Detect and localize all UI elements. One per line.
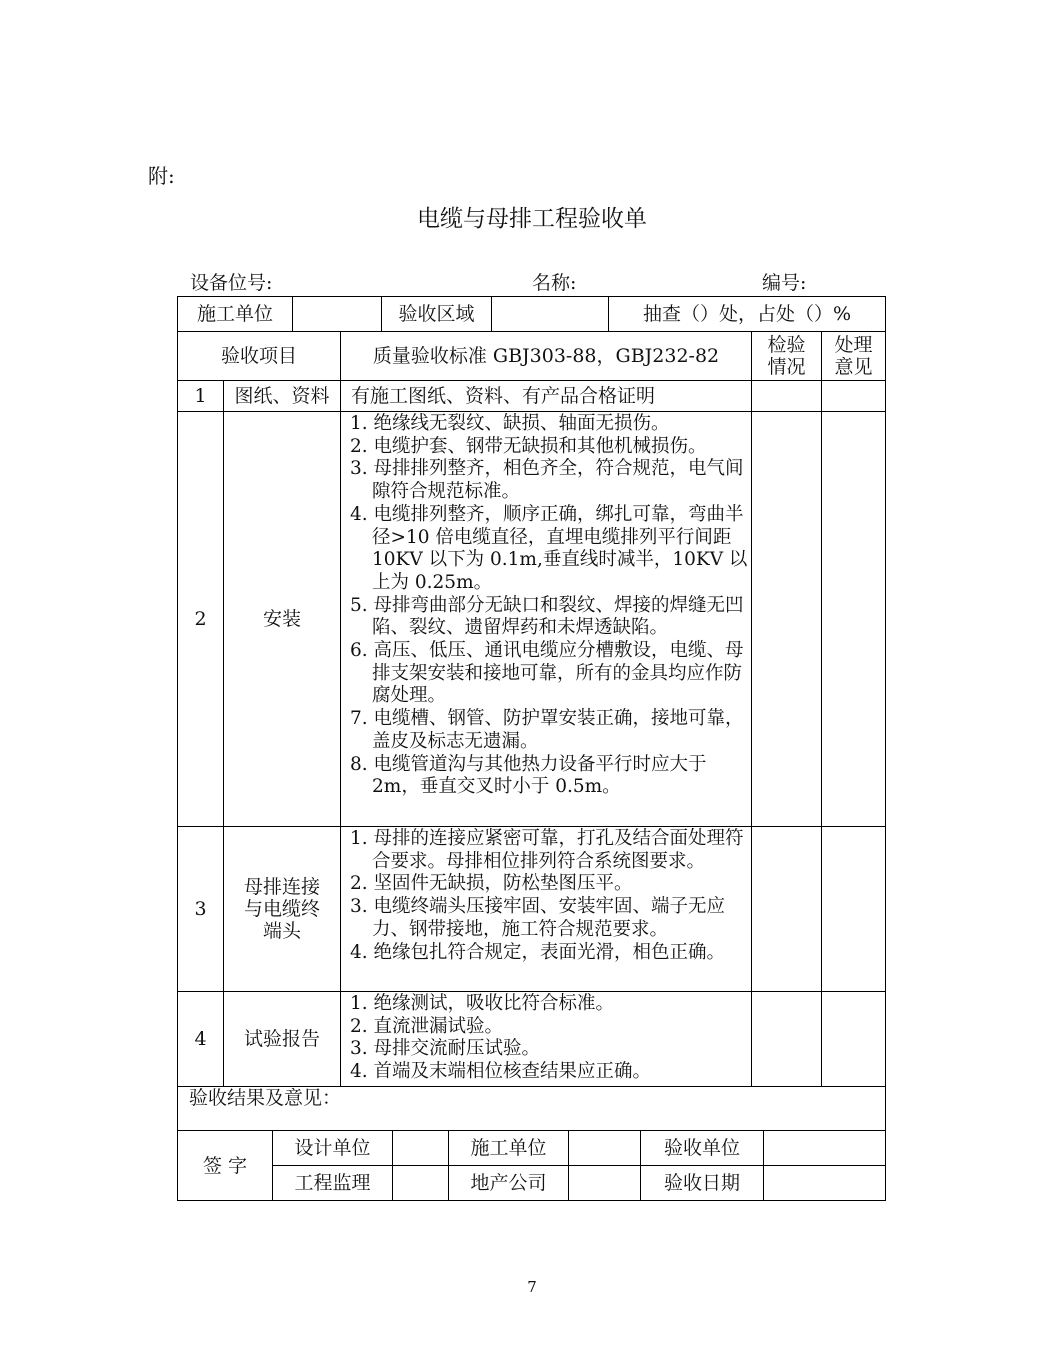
row-3-name-line1: 母排连接 xyxy=(243,876,320,898)
supervision-field[interactable] xyxy=(393,1166,448,1200)
page-number: 7 xyxy=(527,1278,537,1296)
acceptance-area-label: 验收区域 xyxy=(398,303,475,325)
row-3-name xyxy=(224,827,340,991)
row-3-name-line2: 与电缆终 xyxy=(243,898,320,920)
list-item: 3. 母排排列整齐，相色齐全，符合规范，电气间隙符合规范标准。 xyxy=(350,458,744,503)
row-3-items xyxy=(348,828,750,964)
list-item: 7. 电缆槽、钢管、防护罩安装正确，接地可靠，盖皮及标志无遗漏。 xyxy=(350,708,744,752)
check-header xyxy=(752,332,821,380)
row-2-name: 安装 xyxy=(262,608,301,630)
design-unit-field[interactable] xyxy=(393,1131,448,1165)
acceptance-unit-label: 验收单位 xyxy=(663,1137,740,1159)
construction-unit-field[interactable] xyxy=(293,297,381,331)
acceptance-unit-field[interactable] xyxy=(764,1131,885,1165)
supervision-label: 工程监理 xyxy=(294,1172,371,1194)
row-3-name-line3: 端头 xyxy=(262,920,301,942)
list-item: 5. 母排弯曲部分无缺口和裂纹、焊接的焊缝无凹陷、裂纹、遗留焊药和未焊透缺陷。 xyxy=(350,594,744,639)
row-4-items xyxy=(348,993,750,1084)
construction-unit-label: 施工单位 xyxy=(196,303,273,325)
handle-header-line2: 意见 xyxy=(834,356,873,378)
sampling-text: 抽查（）处，占处（）% xyxy=(642,303,852,325)
check-header-line2: 情况 xyxy=(767,356,806,378)
row-4-name: 试验报告 xyxy=(243,1028,320,1050)
acceptance-area-field[interactable] xyxy=(492,297,608,331)
row-1-content: 有施工图纸、资料、有产品合格证明 xyxy=(351,385,656,407)
list-item: 1. 母排的连接应紧密可靠，打孔及结合面处理符合要求。母排相位排列符合系统图要求。 xyxy=(350,828,744,872)
sig-construction-unit-label: 施工单位 xyxy=(470,1137,547,1159)
list-item: 2. 直流泄漏试验。 xyxy=(350,1015,504,1037)
device-no-label: 设备位号: xyxy=(190,272,273,294)
list-item: 8. 电缆管道沟与其他热力设备平行时应大于 2m，垂直交叉时小于 0.5m。 xyxy=(350,753,707,798)
list-item: 3. 母排交流耐压试验。 xyxy=(350,1038,541,1060)
row-3-no: 3 xyxy=(194,898,207,920)
list-item: 6. 高压、低压、通讯电缆应分槽敷设，电缆、母排支架安装和接地可靠，所有的金具均应作防腐处理。 xyxy=(350,640,744,707)
list-item: 1. 绝缘测试，吸收比符合标准。 xyxy=(350,993,615,1014)
row-2-no: 2 xyxy=(194,608,207,630)
check-header-line1: 检验 xyxy=(767,334,806,356)
design-unit-label: 设计单位 xyxy=(294,1137,371,1159)
acceptance-date-field[interactable] xyxy=(764,1166,885,1200)
acceptance-date-label: 验收日期 xyxy=(663,1172,740,1194)
form-title: 电缆与母排工程验收单 xyxy=(417,206,647,232)
real-estate-label: 地产公司 xyxy=(470,1172,547,1194)
row-1-name: 图纸、资料 xyxy=(234,385,330,407)
name-label: 名称: xyxy=(532,272,577,294)
list-item: 1. 绝缘线无裂纹、缺损、轴面无损伤。 xyxy=(350,413,670,434)
sig-construction-unit-field[interactable] xyxy=(569,1131,640,1165)
real-estate-field[interactable] xyxy=(569,1166,640,1200)
serial-label: 编号: xyxy=(762,272,807,294)
standard-header: 质量验收标准 GBJ303-88，GBJ232-82 xyxy=(372,345,720,367)
result-label: 验收结果及意见： xyxy=(189,1087,342,1109)
list-item: 2. 电缆护套、钢带无缺损和其他机械损伤。 xyxy=(350,435,707,457)
list-item: 4. 绝缘包扎符合规定，表面光滑，相色正确。 xyxy=(350,941,726,963)
attachment-label: 附: xyxy=(148,164,175,188)
handle-header-line1: 处理 xyxy=(834,334,873,356)
list-item: 4. 电缆排列整齐，顺序正确，绑扎可靠，弯曲半径>10 倍电缆直径，直埋电缆排列平行间距 10KV 以下为 0.1m,垂直线时减半，10KV 以上为 0.25m。 xyxy=(350,503,748,593)
row-4-no: 4 xyxy=(194,1028,207,1050)
item-header: 验收项目 xyxy=(220,345,297,367)
signature-label: 签 字 xyxy=(202,1154,248,1177)
list-item: 2. 坚固件无缺损，防松垫图压平。 xyxy=(350,873,633,895)
list-item: 3. 电缆终端头压接牢固、安装牢固、端子无应力、钢带接地，施工符合规范要求。 xyxy=(350,896,726,940)
row-1-no: 1 xyxy=(194,385,207,407)
handle-header xyxy=(822,332,885,380)
list-item: 4. 首端及末端相位核查结果应正确。 xyxy=(350,1061,652,1083)
row-2-items xyxy=(348,413,750,799)
